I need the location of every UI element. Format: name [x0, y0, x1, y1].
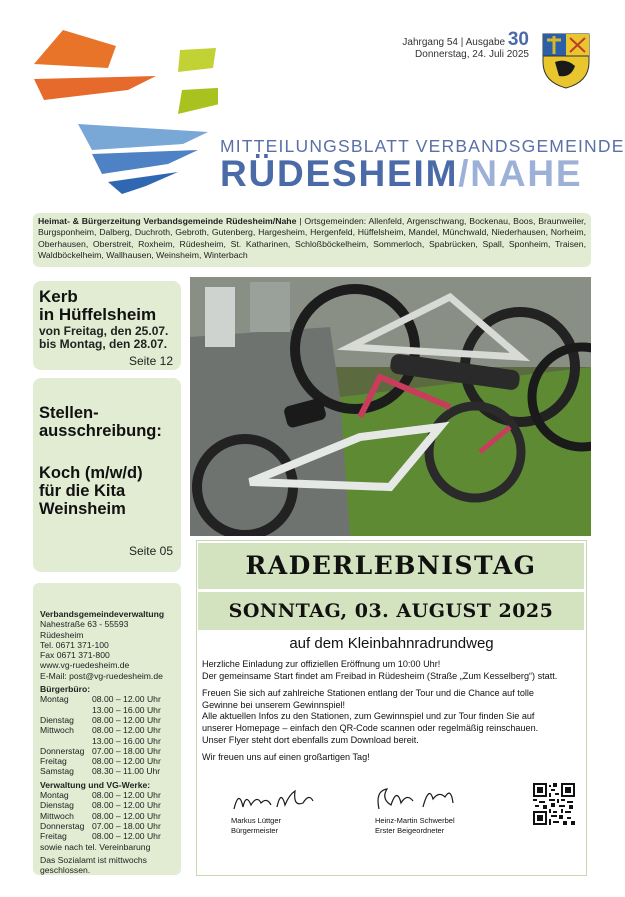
- time-cell: 08.00 – 12.00 Uhr: [92, 725, 161, 736]
- band-communities: | Ortsgemeinden: Allenfeld, Argenschwang, Bockenau, Boos, Braunweiler, Burgsponheim, Dalberg, Duchroth, Gebroth, Gutenberg, Hargesheim, Hergenfeld, Hüffelsheim, Mandel, Münchwald, Niederhausen, Norheim, Oberhausen, Oberstreit, Roxheim, Rüdesheim, St. Katharinen, Schloßböckelheim, Sommerloch, Spabrücken, Spall, Sponheim, Traisen, Waldböckelheim, Wallhausen, Weinsheim, Winterbach: [38, 216, 586, 261]
- time-cell: 13.00 – 16.00 Uhr: [92, 735, 161, 746]
- table-row: [40, 790, 161, 800]
- masthead-subtitle: MITTEILUNGSBLATT VERBANDSGEMEINDE: [220, 136, 625, 156]
- kerb-title-line1: Kerb: [39, 287, 78, 306]
- admin-note-social-1: Das Sozialamt ist mittwochs: [40, 854, 147, 865]
- time-cell: 07.00 – 18.00 Uhr: [92, 745, 161, 756]
- job-teaser[interactable]: [33, 378, 181, 572]
- issue-year-label: Jahrgang 54 | Ausgabe: [402, 37, 506, 48]
- logo-stripe-orange-top: [34, 30, 116, 68]
- logo-stripe-blue-3: [108, 172, 178, 194]
- time-cell: 08.30 – 11.00 Uhr: [92, 766, 161, 777]
- bicycle-photo: [190, 277, 591, 536]
- admin-address: Nahestraße 63 - 55593 Rüdesheim: [40, 619, 129, 640]
- job-position-line1: Koch (m/w/d): [39, 464, 143, 482]
- signer-2-name: Heinz-Martin Schwerbel: [375, 816, 455, 825]
- table-row: [40, 715, 161, 725]
- issue-info: [402, 29, 529, 61]
- logo-stripe-orange-bottom: [34, 76, 156, 100]
- admin-fax: Fax 0671 371-800: [40, 650, 110, 661]
- event-title: RADERLEBNISTAG: [245, 551, 537, 580]
- day-cell: Donnerstag: [40, 820, 85, 831]
- table-row: [40, 725, 161, 735]
- admin-note-social-2: geschlossen.: [40, 865, 91, 876]
- job-title-line2: ausschreibung:: [39, 422, 162, 440]
- event-stations-2: Gewinne bei unserem Gewinnspiel!: [202, 699, 346, 710]
- band-lead: Heimat- & Bürgerzeitung Verbandsgemeinde Rüdesheim/Nahe: [38, 216, 297, 226]
- day-cell: Samstag: [40, 766, 74, 777]
- admin-tel: Tel. 0671 371-100: [40, 639, 109, 650]
- issue-number: 30: [507, 29, 529, 50]
- day-cell: [40, 705, 92, 715]
- masthead-title: [220, 153, 582, 195]
- day-cell: [40, 736, 92, 746]
- event-closing: Wir freuen uns auf einen großartigen Tag!: [202, 752, 370, 763]
- table-row: [40, 736, 161, 746]
- kerb-date-from: von Freitag, den 25.07.: [39, 324, 169, 338]
- coat-of-arms-icon: [541, 32, 591, 90]
- job-position-line2: für die Kita: [39, 482, 126, 500]
- event-info-1: Alle aktuellen Infos zu den Stationen, zum Gewinnspiel und zur Tour finden Sie auf: [202, 711, 535, 722]
- publication-logo: [28, 22, 218, 197]
- issue-date: Donnerstag, 24. Juli 2025: [415, 49, 529, 60]
- office-hours-table: [40, 694, 161, 776]
- admin-note-appointment: sowie nach tel. Vereinbarung: [40, 841, 151, 852]
- day-cell: Dienstag: [40, 800, 74, 811]
- table-row: [40, 831, 161, 841]
- job-position-line3: Weinsheim: [39, 500, 126, 518]
- job-title-line1: Stellen-: [39, 404, 99, 422]
- day-cell: Mittwoch: [40, 810, 74, 821]
- administration-info: [33, 583, 181, 875]
- kerb-page-ref: Seite 12: [128, 354, 173, 368]
- time-cell: 07.00 – 18.00 Uhr: [92, 820, 161, 831]
- day-cell: Montag: [40, 790, 69, 801]
- table-row: [40, 811, 161, 821]
- table-row: [40, 821, 161, 831]
- masthead-name-right: /NAHE: [458, 153, 583, 194]
- signer-2: [375, 816, 455, 835]
- event-flyer: Unser Flyer steht dort ebenfalls zum Download bereit.: [202, 734, 419, 745]
- signature-luettger: [231, 785, 321, 815]
- day-cell: Donnerstag: [40, 745, 85, 756]
- day-cell: Freitag: [40, 831, 67, 842]
- admin-email-link[interactable]: E-Mail: post@vg-ruedesheim.de: [40, 670, 163, 681]
- admin-web-link[interactable]: www.vg-ruedesheim.de: [40, 660, 130, 671]
- kerb-teaser[interactable]: [33, 281, 181, 370]
- table-row: [40, 800, 161, 810]
- table-row: [40, 766, 161, 776]
- time-cell: 08.00 – 12.00 Uhr: [92, 694, 161, 705]
- time-cell: 08.00 – 12.00 Uhr: [92, 756, 161, 767]
- admin-title: Verbandsgemeindeverwaltung: [40, 609, 165, 619]
- job-page-ref: Seite 05: [128, 544, 173, 558]
- event-stations-1: Freuen Sie sich auf zahlreiche Stationen entlang der Tour und die Chance auf tolle: [202, 688, 534, 699]
- table-row: [40, 705, 161, 715]
- event-route: auf dem Kleinbahnradrundweg: [289, 635, 494, 652]
- communities-band: [33, 213, 591, 267]
- event-start: Der gemeinsame Start findet am Freibad in Rüdesheim (Straße „Zum Kesselberg“) statt.: [202, 670, 558, 681]
- event-invite: Herzliche Einladung zur offiziellen Eröffnung um 10:00 Uhr!: [202, 659, 441, 669]
- time-cell: 08.00 – 12.00 Uhr: [92, 790, 161, 801]
- signature-schwerbel: [373, 781, 463, 815]
- time-cell: 08.00 – 12.00 Uhr: [92, 831, 161, 842]
- works-hours-title: Verwaltung und VG-Werke:: [40, 779, 151, 790]
- time-cell: 08.00 – 12.00 Uhr: [92, 800, 161, 811]
- table-row: [40, 694, 161, 704]
- masthead-name-left: RÜDESHEIM: [220, 153, 459, 194]
- qr-code-icon[interactable]: [533, 783, 575, 825]
- day-cell: Dienstag: [40, 714, 74, 725]
- event-announcement: [196, 540, 587, 876]
- event-text: [202, 659, 582, 770]
- logo-stripe-blue-2: [92, 150, 198, 174]
- signer-1: [231, 816, 281, 835]
- table-row: [40, 756, 161, 766]
- event-info-2: unserer Homepage – einfach den QR-Code scannen oder regelmäßig reinschauen.: [202, 722, 539, 733]
- day-cell: Freitag: [40, 756, 67, 767]
- logo-stripe-lime-bottom: [178, 86, 218, 114]
- kerb-title-line2: in Hüffelsheim: [39, 305, 157, 324]
- logo-stripe-lime-top: [178, 48, 216, 72]
- time-cell: 08.00 – 12.00 Uhr: [92, 810, 161, 821]
- office-hours-title: Bürgerbüro:: [40, 684, 91, 695]
- signer-1-name: Markus Lüttger: [231, 816, 282, 825]
- signer-1-role: Bürgermeister: [231, 825, 279, 835]
- kerb-date-to: bis Montag, den 28.07.: [39, 337, 168, 351]
- event-date: SONNTAG, 03. AUGUST 2025: [228, 600, 554, 622]
- signer-2-role: Erster Beigeordneter: [375, 825, 445, 835]
- works-hours-table: [40, 790, 161, 841]
- table-row: [40, 746, 161, 756]
- day-cell: Mittwoch: [40, 725, 74, 736]
- logo-stripe-blue-1: [78, 124, 208, 150]
- day-cell: Montag: [40, 694, 69, 705]
- time-cell: 08.00 – 12.00 Uhr: [92, 714, 161, 725]
- time-cell: 13.00 – 16.00 Uhr: [92, 704, 161, 715]
